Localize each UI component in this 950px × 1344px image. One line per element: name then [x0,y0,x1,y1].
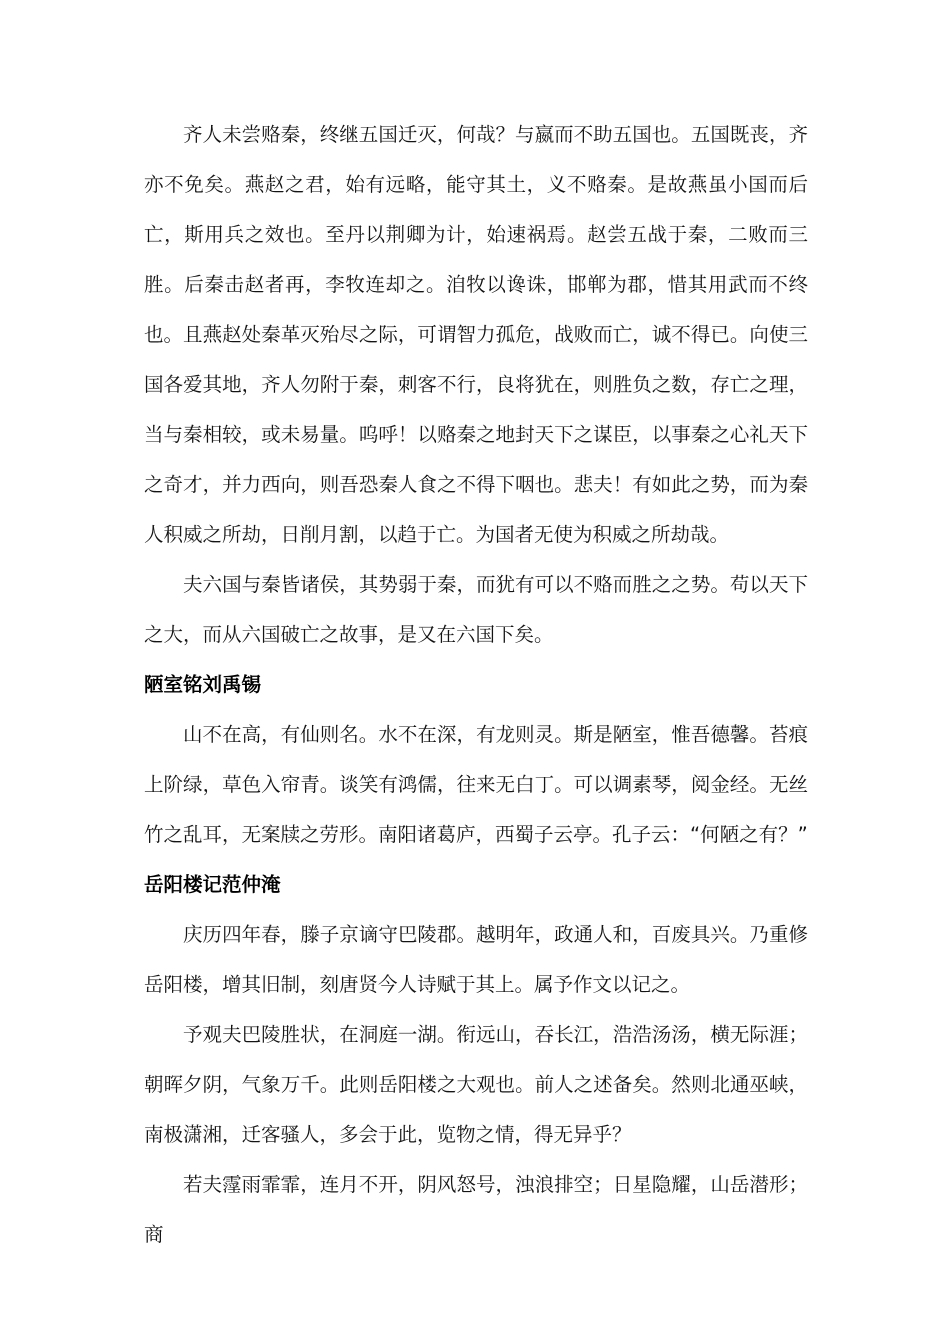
paragraph-yueyanglouji-1: 庆历四年春，滕子京谪守巴陵郡。越明年，政通人和，百废具兴。乃重修岳阳楼，增其旧制，刻唐贤今人诗赋于其上。属予作文以记之。 [144,923,808,996]
paragraph-liuguo-1: 齐人未尝赂秦，终继五国迁灭，何哉？与嬴而不助五国也。五国既丧，齐亦不免矣。燕赵之君，始有远略，能守其土，义不赂秦。是故燕虽小国而后亡，斯用兵之效也。至丹以荆卿为计，始速祸焉。赵尝五战于秦，二败而三胜。后秦击赵者再，李牧连却之。洎牧以谗诛，邯郸为郡，惜其用武而不终也。且燕赵处秦革灭殆尽之际，可谓智力孤危，战败而亡，诚不得已。向使三国各爱其地，齐人勿附于秦，刺客不行，良将犹在，则胜负之数，存亡之理，当与秦相较，或未易量。呜呼！以赂秦之地封天下之谋臣，以事秦之心礼天下之奇才，并力西向，则吾恐秦人食之不得下咽也。悲夫！有如此之势，而为秦人积威之所劫，日削月割，以趋于亡。为国者无使为积威之所劫哉。 [144,123,808,546]
paragraph-liuguo-2: 夫六国与秦皆诸侯，其势弱于秦，而犹有可以不赂而胜之之势。苟以天下之大，而从六国破亡之故事，是又在六国下矣。 [144,573,808,646]
paragraph-yueyanglouji-2: 予观夫巴陵胜状，在洞庭一湖。衔远山，吞长江，浩浩汤汤，横无际涯；朝晖夕阴，气象万千。此则岳阳楼之大观也。前人之述备矣。然则北通巫峡，南极潇湘，迁客骚人，多会于此，览物之情，得无异乎？ [144,1023,808,1146]
paragraph-yueyanglouji-3: 若夫霪雨霏霏，连月不开，阴风怒号，浊浪排空；日星隐耀，山岳潜形；商 [144,1173,808,1246]
document-body [144,110,808,1260]
paragraph-loushiming-1: 山不在高，有仙则名。水不在深，有龙则灵。斯是陋室，惟吾德馨。苔痕上阶绿，草色入帘青。谈笑有鸿儒，往来无白丁。可以调素琴，阅金经。无丝竹之乱耳，无案牍之劳形。南阳诸葛庐，西蜀子云亭。孔子云：“何陋之有？” [144,723,808,846]
heading-yueyanglouji: 岳阳楼记范仲淹 [144,873,281,896]
heading-loushiming: 陋室铭刘禹锡 [144,673,262,696]
